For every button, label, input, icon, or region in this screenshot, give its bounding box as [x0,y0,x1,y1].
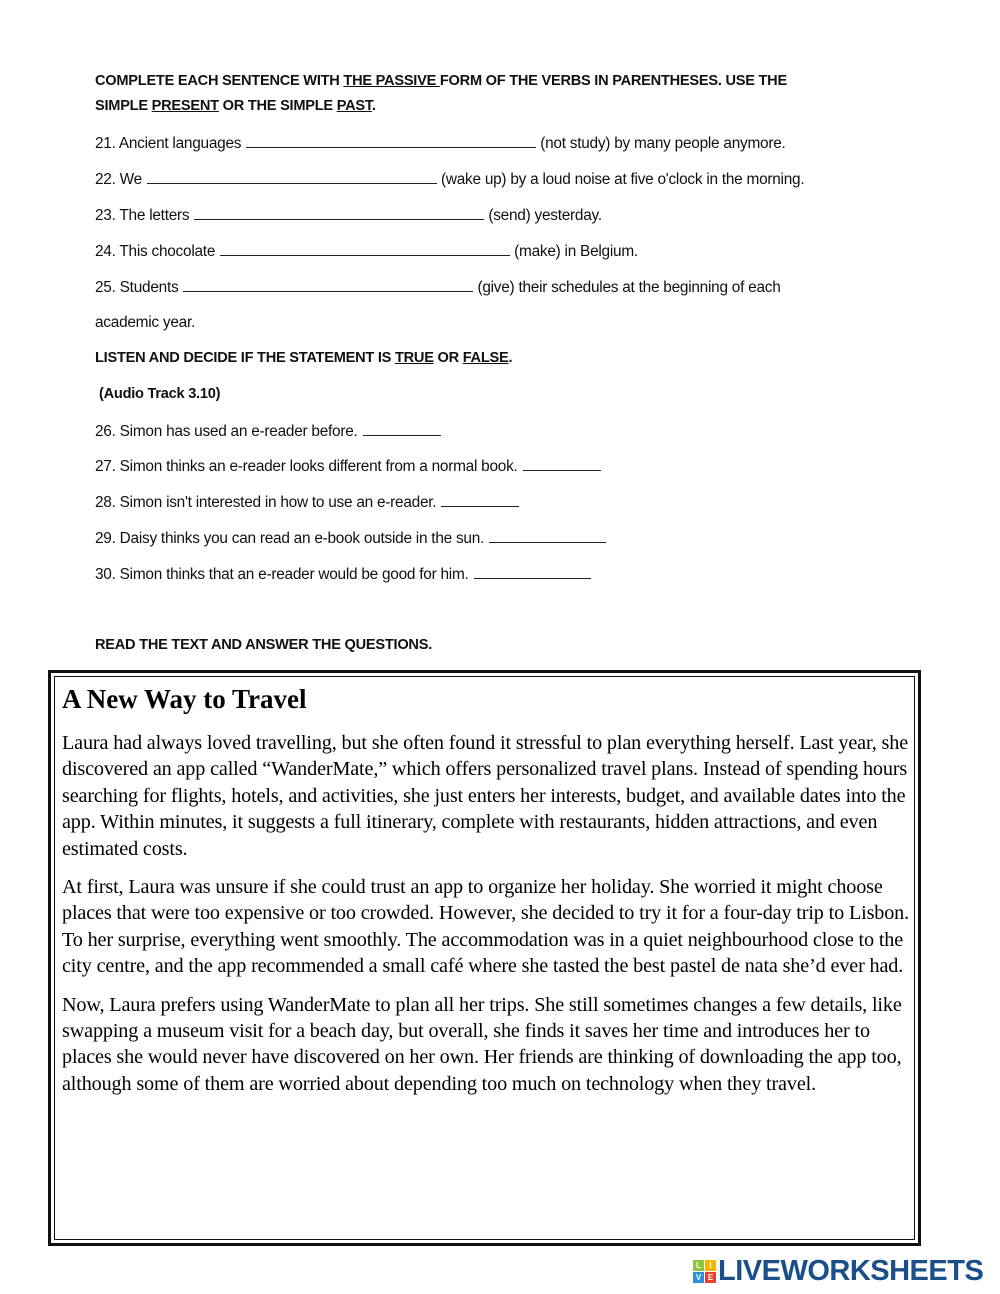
reading-passage [62,680,917,1097]
question-text: 23. The letters [95,207,190,224]
section1-heading [95,73,787,89]
story-title: A New Way to Travel [62,684,307,714]
logo-tile: V [693,1272,704,1283]
question-text: 21. Ancient languages [95,135,242,152]
heading-text: . [508,350,513,366]
answer-blank[interactable] [441,493,519,507]
heading-text: COMPLETE EACH SENTENCE WITH [95,73,344,89]
heading-text: FORM OF THE VERBS IN PARENTHESES. USE THE [439,73,787,89]
question-21 [95,134,786,153]
answer-blank[interactable] [363,422,441,436]
question-text: 28. Simon isn't interested in how to use an e-reader. [95,494,437,511]
logo-tile: E [705,1272,716,1283]
heading-text: OR [433,350,463,366]
section3-heading: READ THE TEXT AND ANSWER THE QUESTIONS. [95,637,433,653]
question-22 [95,170,804,189]
section2-heading [95,350,512,366]
answer-blank[interactable] [474,565,591,579]
question-text: (wake up) by a loud noise at five o'clock in the morning. [440,171,805,188]
answer-blank[interactable] [220,242,510,256]
heading-text: LISTEN AND DECIDE IF THE STATEMENT IS [95,350,395,366]
question-text: 27. Simon thinks an e-reader looks different from a normal book. [95,458,518,475]
question-25 [95,278,781,297]
question-text: 22. We [95,171,142,188]
liveworksheets-logo [693,1255,983,1288]
question-text: 24. This chocolate [95,243,216,260]
heading-underlined: THE PASSIVE [343,73,440,89]
story-paragraph: Now, Laura prefers using WanderMate to plan all her trips. She still sometimes changes a few details, like swapping a museum visit for a beach day, but overall, she finds it saves her time and introduces her to places she would never have discovered on her own. Her friends are thinking of downloading the app too, although some of them are worried about depending too much on technology when they travel. [62,993,902,1095]
answer-blank[interactable] [523,457,601,471]
answer-blank[interactable] [183,278,473,292]
answer-blank[interactable] [147,170,437,184]
heading-underlined: FALSE [462,350,509,366]
question-30 [95,565,595,584]
question-24 [95,242,638,261]
question-text: 29. Daisy thinks you can read an e-book outside in the sun. [95,530,485,547]
section1-heading-line2 [95,98,376,114]
question-28 [95,493,523,512]
question-text: 26. Simon has used an e-reader before. [95,423,358,440]
question-25-continued: academic year. [95,314,196,331]
answer-blank[interactable] [489,529,606,543]
heading-underlined: TRUE [394,350,434,366]
heading-text: . [371,98,376,114]
question-text: (make) in Belgium. [514,243,638,260]
question-29 [95,529,610,548]
story-paragraph: At first, Laura was unsure if she could trust an app to organize her holiday. She worried it might choose places that were too expensive or too crowded. However, she decided to try it for a four-day trip to Lisbon. To her surprise, everything went smoothly. The accommodation was in a quiet neighbourhood close to the city centre, and the app recommended a small café where she tasted the best pastel de nata she’d ever had. [62,876,910,978]
answer-blank[interactable] [246,134,536,148]
heading-underlined: PAST [336,98,372,114]
logo-tiles-icon [693,1260,716,1283]
logo-tile: I [705,1260,716,1271]
heading-text: SIMPLE [95,98,152,114]
question-23 [95,206,602,225]
story-paragraph: Laura had always loved travelling, but she often found it stressful to plan everything herself. Last year, she discovered an app called “WanderMate,” which offers personalized travel plans. Instead of spending hours searching for flights, hotels, and activities, she just enters her interests, budget, and available dates into the app. Within minutes, it suggests a full itinerary, complete with restaurants, hidden attractions, and even estimated costs. [62,732,909,860]
question-text: (send) yesterday. [488,207,602,224]
question-text: (give) their schedules at the beginning of each [477,279,781,296]
logo-text: LIVEWORKSHEETS [718,1255,984,1287]
question-text: 25. Students [95,279,179,296]
heading-text: OR THE SIMPLE [218,98,337,114]
question-text: (not study) by many people anymore. [540,135,786,152]
question-text: 30. Simon thinks that an e-reader would be good for him. [95,566,469,583]
audio-track-label: (Audio Track 3.10) [99,386,221,402]
logo-tile: L [693,1260,704,1271]
question-27 [95,457,605,476]
question-26 [95,422,445,441]
answer-blank[interactable] [194,206,484,220]
heading-underlined: PRESENT [151,98,219,114]
